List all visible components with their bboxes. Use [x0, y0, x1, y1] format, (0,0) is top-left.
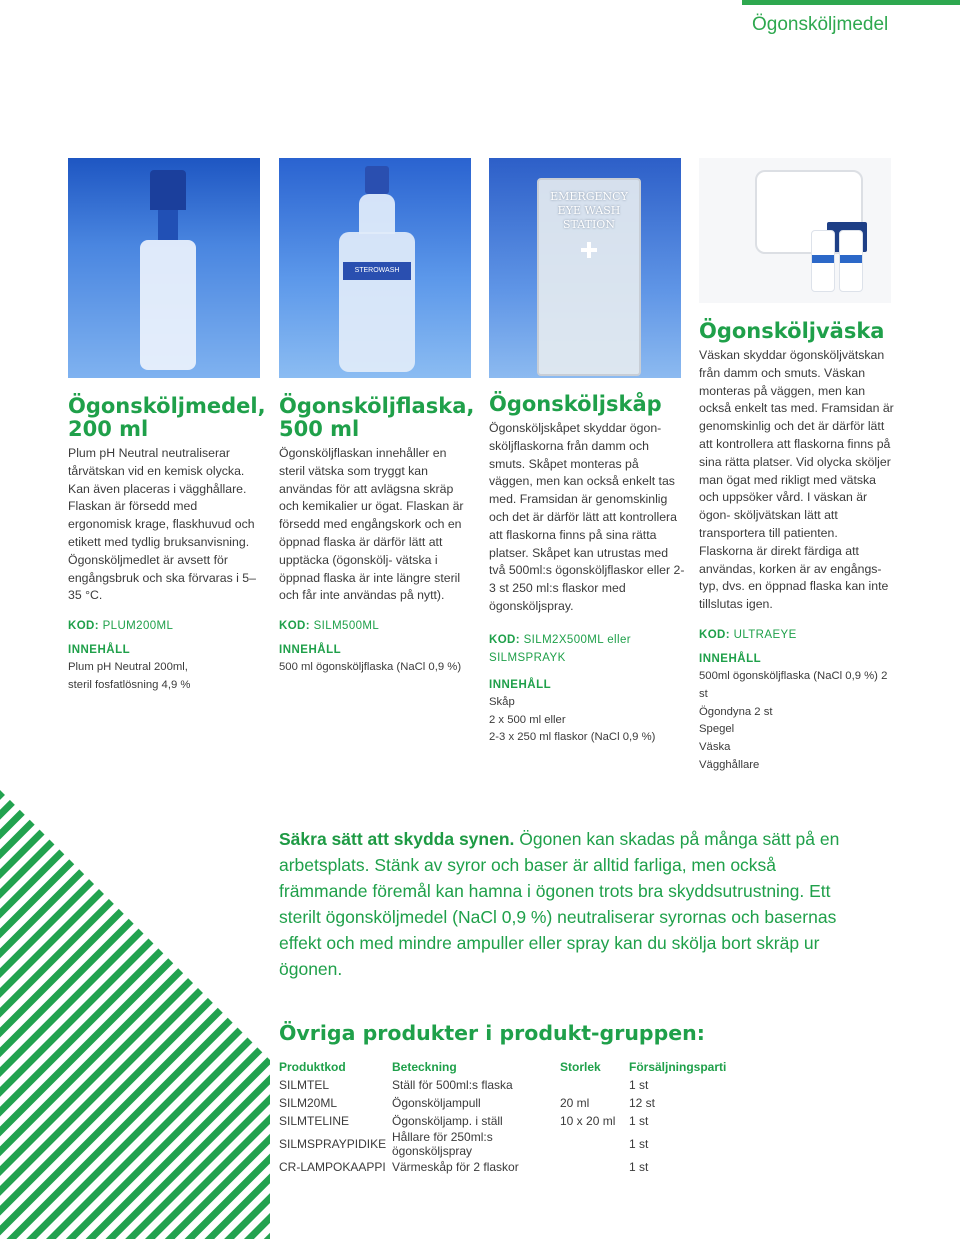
page-title: Ögonsköljmedel: [752, 14, 889, 35]
product-title: Ögonsköljmedel, 200 ml: [68, 394, 266, 441]
col-header-lot: Försäljningsparti: [629, 1059, 727, 1074]
product-photo-case: [699, 158, 891, 303]
product-code: KOD: SILM500ML: [279, 620, 380, 633]
safety-lead: Säkra sätt att skydda synen.: [279, 829, 515, 849]
table-row: SILMTEL Ställ för 500ml:s flaska 1 st: [279, 1078, 649, 1092]
product-ultraeye: [699, 320, 895, 775]
product-title: Ögonsköljskåp: [489, 392, 662, 416]
product-photo-cabinet: [489, 158, 681, 378]
small-bottle-image: [839, 230, 863, 292]
col-header-code: Produktkod: [279, 1059, 346, 1074]
safety-text: Ögonen kan skadas på många sätt på en arbetsplats. Stänk av syror och baser är alltid farliga, men också främmande föremål kan hamna i ögonen trots bra skyddsutrustning. Ett sterilt ögonsköljmedel (NaCl 0,9 %) neutraliserar syrornas och basernas effekt och med mindre ampuller eller spray kan du skölja bort skräp ur ögonen.: [279, 829, 840, 979]
bottle-label-text: STEROWASH: [343, 262, 411, 280]
product-photo-500ml-bottle: [279, 158, 471, 378]
product-code: KOD: PLUM200ML: [68, 620, 174, 633]
col-header-name: Beteckning: [392, 1059, 457, 1074]
table-row: SILMTELINE Ögonsköljamp. i ställ 10 x 20 ml 1 st: [279, 1114, 649, 1128]
contents-label: INNEHÅLL: [489, 678, 552, 691]
table-row: CR-LAMPOKAAPPI Värmeskåp för 2 flaskor 1 st: [279, 1160, 649, 1174]
contents-label: INNEHÅLL: [699, 652, 762, 665]
eyewash-cabinet-image: [537, 178, 641, 376]
eyewash-bottle-500ml-image: [339, 166, 415, 372]
table-row: SILMSPRAYPIDIKE Hållare för 250ml:s ögonsköljspray 1 st: [279, 1130, 649, 1158]
product-description: Ögonsköljskåpet skyddar ögon- sköljflaskorna från damm och smuts. Skåpet monteras på väggen, men kan också enkelt tas med. Framsidan är genomskinlig och det är därför lätt att kontrollera att flaskorna finns på sina rätta platser. Skåpet kan utrustas med två 500ml:s ögonsköljflaskor eller 2-3 st 250 ml:s flaskor med ögonsköljspray.: [489, 421, 685, 613]
first-aid-cross-icon: [581, 242, 597, 258]
header-accent-bar: [742, 0, 960, 5]
decorative-stripes: [0, 790, 270, 1239]
product-code: KOD: ULTRAEYE: [699, 628, 797, 641]
product-description: Ögonsköljflaskan innehåller en steril vätska som tryggt kan användas för att avlägsna skräp och kemikalier ur ögat. Flaskan är försedd med engångskork och en öppnad flaska är därför lätt att upptäcka (ögonskölj- vätska i öppnad flaska är inte längre steril och får inte användas på nytt).: [279, 446, 464, 603]
product-cabinet: [489, 393, 685, 747]
small-bottle-image: [811, 230, 835, 292]
safety-paragraph: [279, 826, 869, 982]
product-description: Väskan skyddar ögonsköljvätskan från damm och smuts. Väskan monteras på väggen, men kan också enkelt tas med. Framsidan är genomskinlig och det är därför lätt att kontrollera att flaskorna finns på sina rätta platser. Vid olycka sköljer man ögat med rikligt med vätska och uppsöker vård. I väskan är ögon- sköljvätskan lätt att transportera till patienten. Flaskorna är direkt färdiga att användas, korken är av engångs- typ, dvs. en öppnad flaska kan inte tillslutas igen.: [699, 348, 894, 612]
product-code: KOD: SILM2X500ML eller SILMSPRAYK: [489, 633, 631, 664]
other-products-table: [279, 1057, 739, 1176]
contents-list: 500 ml ögonsköljflaska (NaCl 0,9 %): [279, 661, 462, 674]
contents-list: 500ml ögonsköljflaska (NaCl 0,9 %) 2 st Ögondyna 2 st Spegel Väska Vägghållare: [699, 669, 888, 771]
col-header-size: Storlek: [560, 1059, 601, 1074]
product-photo-plum-bottle: [68, 158, 260, 378]
product-silm500ml: [279, 395, 474, 677]
contents-label: INNEHÅLL: [279, 644, 342, 657]
contents-label: INNEHÅLL: [68, 644, 131, 657]
table-row: SILM20ML Ögonsköljampull 20 ml 12 st: [279, 1096, 656, 1110]
eyewash-bottle-200ml-image: [138, 170, 198, 370]
other-products-title: Övriga produkter i produkt-gruppen:: [279, 1021, 705, 1045]
product-title: Ögonsköljflaska, 500 ml: [279, 394, 475, 441]
product-plum-200ml: [68, 394, 266, 695]
table-header-row: [279, 1057, 739, 1076]
product-title: Ögonsköljväska: [699, 319, 885, 343]
cabinet-sign-text: EMERGENCY EYE WASH STATION: [550, 190, 628, 231]
contents-list: Plum pH Neutral 200ml, steril fosfatlösning 4,9 %: [68, 661, 191, 691]
contents-list: Skåp 2 x 500 ml eller 2-3 x 250 ml flaskor (NaCl 0,9 %): [489, 695, 656, 744]
product-description: Plum pH Neutral neutraliserar tårvätskan vid en kemisk olycka. Kan även placeras i vägghållare. Flaskan är försedd med ergonomisk krage, flaskhuvud och etikett med tydlig bruksanvisning. Ögonsköljmedlet är avsett för engångsbruk och ska förvaras i 5–35 °C.: [68, 446, 256, 603]
